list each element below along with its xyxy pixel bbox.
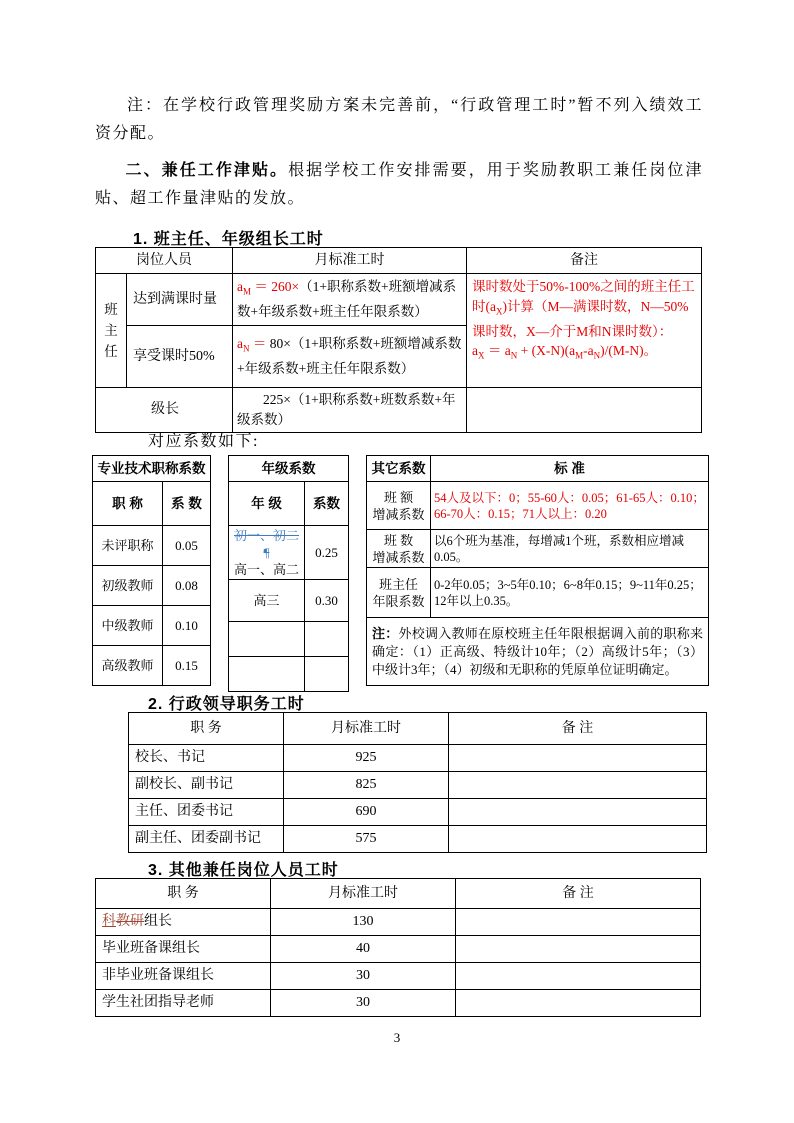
coeff-mid-h1: 年 级 bbox=[229, 482, 305, 526]
coeff-right-h1: 其它系数 bbox=[367, 456, 431, 482]
empty-cell bbox=[456, 936, 701, 963]
table3-title: 3. 其他兼任岗位人员工时 bbox=[148, 862, 339, 879]
table-row bbox=[93, 566, 211, 606]
table-row bbox=[367, 530, 709, 568]
remark-formula-sub: N bbox=[510, 350, 518, 361]
table-row bbox=[93, 526, 211, 566]
formula-subscript: M bbox=[243, 286, 252, 297]
table3-hours: 40 bbox=[271, 936, 456, 963]
empty-cell bbox=[456, 963, 701, 990]
remark-formula-sub: M bbox=[575, 350, 584, 361]
table3-row1-duty bbox=[96, 909, 271, 936]
remark-formula-sub: X bbox=[478, 350, 485, 361]
coeff-mid-row1-label bbox=[229, 526, 305, 580]
table2 bbox=[128, 712, 707, 853]
table1-header-position: 岗位人员 bbox=[96, 248, 233, 274]
note-paragraph: 注：在学校行政管理奖励方案未完善前，“行政管理工时”暂不列入绩效工资分配。 bbox=[95, 97, 703, 142]
coeff-right-row2-label bbox=[367, 530, 431, 568]
label-line: 班主任 bbox=[378, 576, 418, 592]
coeff-left-value: 0.08 bbox=[163, 566, 211, 606]
table3-duty: 非毕业班备课组长 bbox=[96, 963, 271, 990]
coeff-right-note bbox=[367, 618, 709, 686]
coeff-table-grade bbox=[228, 455, 349, 692]
inserted-text: 科 bbox=[102, 914, 116, 929]
label-line: 班 数 bbox=[383, 532, 414, 548]
coeff-mid-row1-value: 0.25 bbox=[305, 526, 349, 580]
table1-title: 1. 班主任、年级组长工时 bbox=[133, 231, 324, 248]
coeff-table-title bbox=[92, 455, 211, 686]
table-row bbox=[129, 772, 707, 799]
table1-row1-label: 达到满课时量 bbox=[127, 274, 233, 326]
coeff-mid-h2: 系数 bbox=[305, 482, 349, 526]
formula-var: a bbox=[237, 279, 243, 295]
formula-rest: （1+职称系数+班额增减系数+年级系数+班主任年限系数） bbox=[237, 279, 457, 319]
table1-header-remark: 备注 bbox=[467, 248, 702, 274]
table1-remark-cell bbox=[467, 274, 702, 388]
remark-formula: + (X-N)(a bbox=[517, 343, 576, 359]
table1-row-grade-leader bbox=[96, 388, 702, 433]
table-row bbox=[229, 622, 349, 657]
empty-cell bbox=[449, 745, 707, 772]
table-row bbox=[129, 745, 707, 772]
table1-header-row bbox=[96, 248, 702, 274]
section-paragraph bbox=[95, 157, 703, 213]
table3-header-duty: 职 务 bbox=[96, 879, 271, 909]
table-row bbox=[229, 657, 349, 692]
table2-header-remark: 备 注 bbox=[449, 713, 707, 745]
table-row bbox=[229, 580, 349, 622]
table1-header-hours: 月标准工时 bbox=[233, 248, 467, 274]
table3-duty: 毕业班备课组长 bbox=[96, 936, 271, 963]
remark-formula: )/(M-N)。 bbox=[600, 343, 658, 359]
remark-formula: -a bbox=[583, 343, 594, 359]
coeff-left-value: 0.05 bbox=[163, 526, 211, 566]
empty-cell bbox=[305, 622, 349, 657]
table2-hours: 925 bbox=[284, 745, 449, 772]
table2-hours: 575 bbox=[284, 826, 449, 853]
table-row bbox=[129, 826, 707, 853]
deleted-text: 初一、初二 bbox=[233, 528, 299, 543]
table2-hours: 825 bbox=[284, 772, 449, 799]
table2-header-duty: 职 务 bbox=[129, 713, 284, 745]
coeff-left-label: 初级教师 bbox=[93, 566, 163, 606]
table1-row2-formula bbox=[233, 326, 467, 388]
formula-equals: ＝ 260× bbox=[251, 279, 300, 295]
empty-cell bbox=[456, 990, 701, 1017]
table2-duty: 校长、书记 bbox=[129, 745, 284, 772]
table-row bbox=[96, 963, 701, 990]
table-row bbox=[93, 646, 211, 686]
table1-group-label: 班主任 bbox=[96, 274, 127, 388]
formula-rest: （1+职称系数+班额增减系数+年级系数+班主任年限系数） bbox=[237, 336, 462, 376]
remark-formula-sub: N bbox=[593, 350, 601, 361]
coeff-left-title: 专业技术职称系数 bbox=[93, 456, 211, 482]
empty-cell bbox=[229, 657, 305, 692]
table3-header-hours: 月标准工时 bbox=[271, 879, 456, 909]
table-row bbox=[129, 799, 707, 826]
remark-text: )计算（M—满课时数，N—50%课时数，X—介于M和N课时数）： bbox=[472, 298, 689, 339]
table2-header-hours: 月标准工时 bbox=[284, 713, 449, 745]
table3 bbox=[95, 878, 701, 1017]
coeff-left-value: 0.10 bbox=[163, 606, 211, 646]
remark-formula: a bbox=[472, 343, 478, 359]
kept-text: 组长 bbox=[144, 914, 172, 929]
table3-hours: 30 bbox=[271, 990, 456, 1017]
empty-cell bbox=[456, 909, 701, 936]
empty-cell bbox=[305, 657, 349, 692]
coeff-right-row1-text: 54人及以下：0；55-60人：0.05；61-65人：0.10；66-70人：0.15；71人以上：0.20 bbox=[431, 482, 709, 530]
table2-duty: 副校长、副书记 bbox=[129, 772, 284, 799]
table1-row2-label: 享受课时50% bbox=[127, 326, 233, 388]
coeff-left-h1: 职 称 bbox=[93, 482, 163, 526]
formula-var: a bbox=[237, 336, 243, 352]
table2-hours: 690 bbox=[284, 799, 449, 826]
page-number: 3 bbox=[393, 1030, 401, 1045]
coeff-right-row3-label bbox=[367, 568, 431, 618]
empty-cell bbox=[449, 799, 707, 826]
table-row bbox=[96, 936, 701, 963]
coeff-left-value: 0.15 bbox=[163, 646, 211, 686]
coeff-mid-row2-label: 高三 bbox=[229, 580, 305, 622]
table1-row1-formula bbox=[233, 274, 467, 326]
empty-cell bbox=[229, 622, 305, 657]
coeff-left-label: 高级教师 bbox=[93, 646, 163, 686]
table1-row-full-load bbox=[96, 274, 702, 326]
table-row bbox=[367, 482, 709, 530]
table3-hours: 30 bbox=[271, 963, 456, 990]
formula-value: 80× bbox=[269, 336, 291, 352]
table-row bbox=[96, 990, 701, 1017]
label-line: 班 额 bbox=[383, 489, 414, 505]
remark-subscript: X bbox=[496, 306, 503, 317]
formula-equals: ＝ bbox=[249, 336, 270, 352]
table-row bbox=[367, 568, 709, 618]
label-line: 增减系数 bbox=[372, 549, 425, 565]
coeff-mid-row2-value: 0.30 bbox=[305, 580, 349, 622]
table3-header-remark: 备 注 bbox=[456, 879, 701, 909]
coeff-left-label: 未评职称 bbox=[93, 526, 163, 566]
table-row bbox=[367, 618, 709, 686]
table2-duty: 主任、团委书记 bbox=[129, 799, 284, 826]
empty-cell bbox=[449, 826, 707, 853]
table-row bbox=[229, 526, 349, 580]
table3-duty: 学生社团指导老师 bbox=[96, 990, 271, 1017]
section-lead: 二、兼任工作津贴。 bbox=[125, 162, 289, 179]
table2-duty: 副主任、团委副书记 bbox=[129, 826, 284, 853]
empty-cell bbox=[449, 772, 707, 799]
table-row bbox=[96, 909, 701, 936]
section-body: 根据学校工作安排需要，用于奖励教职工兼任岗位津贴、超工作量津贴的发放。 bbox=[95, 162, 703, 207]
table1-row3-formula: 225×（1+职称系数+班数系数+年级系数） bbox=[233, 388, 467, 433]
coeff-left-label: 中级教师 bbox=[93, 606, 163, 646]
table3-hours: 130 bbox=[271, 909, 456, 936]
label-line: 年限系数 bbox=[372, 593, 425, 609]
coeff-table-other bbox=[366, 455, 709, 686]
coeff-right-row1-label bbox=[367, 482, 431, 530]
deleted-text: 教研 bbox=[116, 914, 144, 929]
coeff-right-h2: 标 准 bbox=[431, 456, 709, 482]
table-row bbox=[93, 606, 211, 646]
coeff-left-h2: 系 数 bbox=[163, 482, 211, 526]
table2-title: 2. 行政领导职务工时 bbox=[148, 696, 305, 713]
pilcrow-mark: ¶ bbox=[263, 545, 270, 560]
table1-row3-label: 级长 bbox=[96, 388, 233, 433]
kept-text: 高一、高二 bbox=[233, 562, 299, 577]
coeff-right-row3-text: 0-2年0.05；3~5年0.10；6~8年0.15；9~11年0.25；12年以上0.35。 bbox=[431, 568, 709, 618]
remark-formula: ＝ a bbox=[484, 343, 511, 359]
coeff-mid-title: 年级系数 bbox=[229, 456, 349, 482]
table1 bbox=[95, 247, 702, 433]
coeff-intro: 对应系数如下: bbox=[148, 433, 259, 450]
label-line: 增减系数 bbox=[372, 506, 425, 522]
coeff-right-row2-text: 以6个班为基准，每增减1个班，系数相应增减0.05。 bbox=[431, 530, 709, 568]
formula-subscript: N bbox=[243, 343, 250, 354]
remark-text: 课时数处于50%-100%之间的班主任工时(a bbox=[472, 279, 695, 314]
table1-row3-remark-empty bbox=[467, 388, 702, 433]
note-label: 注： bbox=[372, 625, 399, 641]
note-text: 外校调入教师在原校班主任年限根据调入前的职称来确定：（1）正高级、特级计10年；（2）高级计5年；（3）中级计3年；（4）初级和无职称的凭原单位证明确定。 bbox=[372, 625, 703, 677]
